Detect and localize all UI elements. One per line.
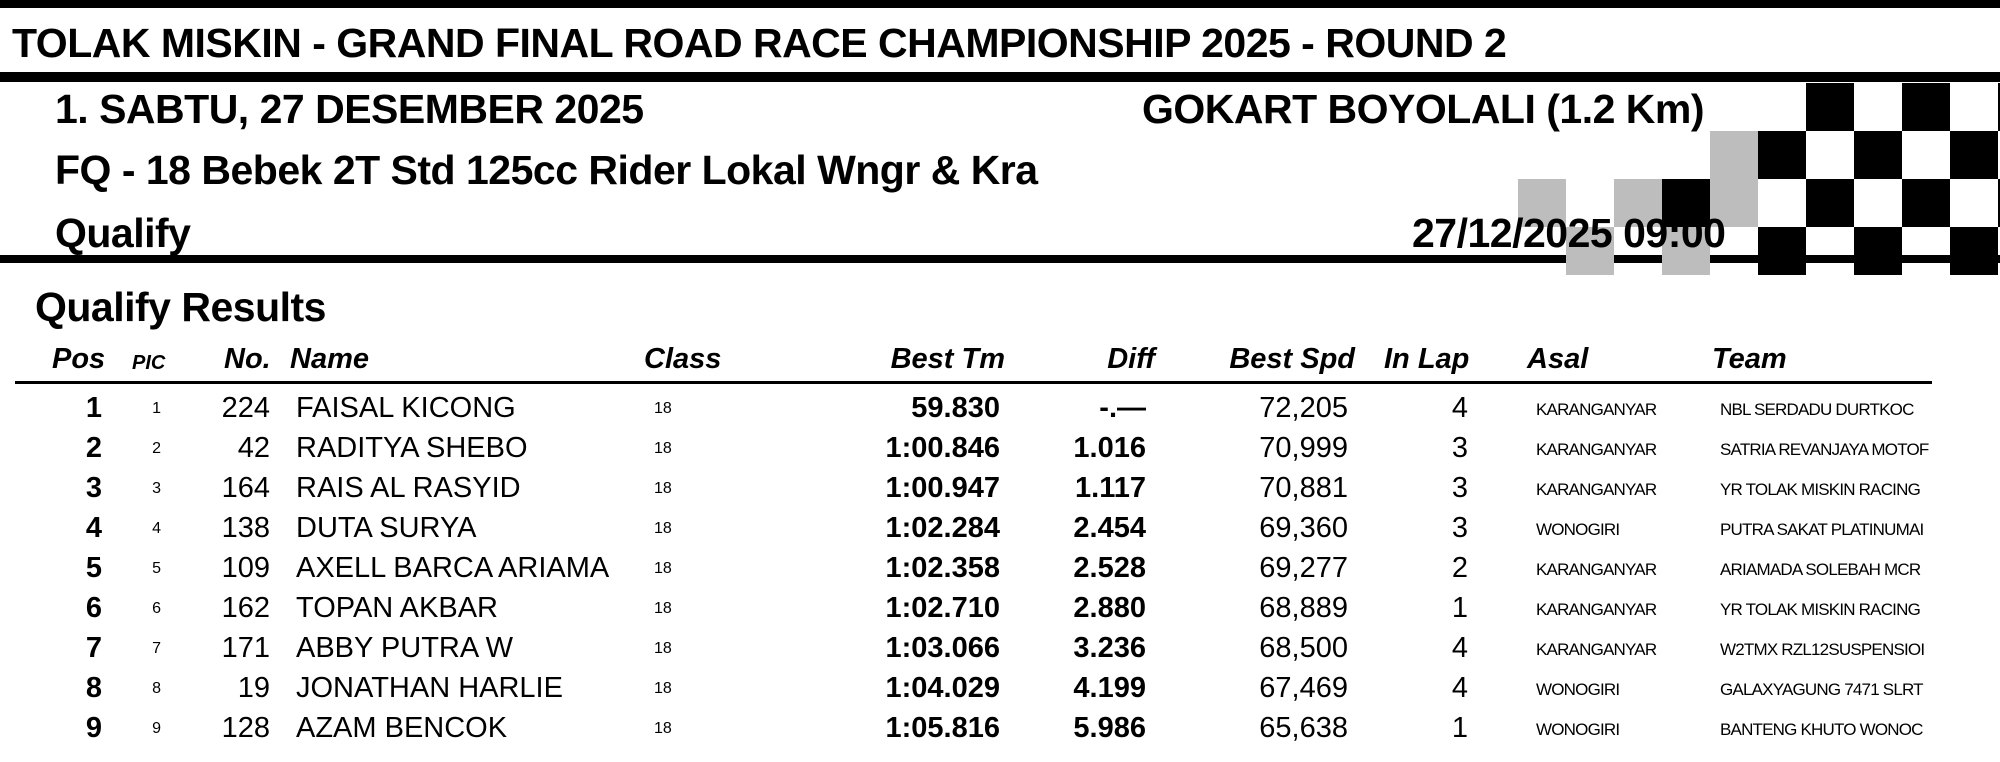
row-name: AZAM BENCOK: [296, 712, 508, 744]
flag-square: [1758, 227, 1806, 275]
row-no: 19: [237, 672, 270, 704]
row-name: RAIS AL RASYID: [296, 472, 521, 504]
date-line: 1. SABTU, 27 DESEMBER 2025: [55, 86, 644, 132]
flag-square: [1902, 179, 1950, 227]
row-pic: 6: [152, 600, 161, 617]
row-best-spd: 68,889: [1259, 592, 1348, 624]
row-pos: 4: [85, 512, 102, 544]
table-row: [0, 468, 2000, 508]
col-best-spd: Best Spd: [1229, 343, 1355, 375]
col-team: Team: [1712, 343, 1787, 375]
row-best-tm: 1:03.066: [885, 632, 1000, 664]
col-pic: PIC: [132, 352, 166, 374]
row-class: 18: [654, 720, 672, 737]
row-best-tm: 1:00.846: [885, 432, 1000, 464]
event-title: TOLAK MISKIN - GRAND FINAL ROAD RACE CHAMPIONSHIP 2025 - ROUND 2: [12, 20, 1507, 66]
row-no: 171: [221, 632, 270, 664]
row-best-spd: 68,500: [1259, 632, 1348, 664]
row-class: 18: [654, 480, 672, 497]
row-diff: 1.016: [1073, 432, 1146, 464]
row-class: 18: [654, 640, 672, 657]
results-title: Qualify Results: [35, 284, 326, 330]
flag-square: [1710, 131, 1758, 179]
row-name: JONATHAN HARLIE: [296, 672, 563, 704]
row-pos: 6: [85, 592, 102, 624]
table-row: [0, 668, 2000, 708]
session-datetime: 27/12/2025 09:00: [1412, 210, 1726, 256]
row-no: 128: [221, 712, 270, 744]
row-best-tm: 59.830: [911, 392, 1000, 424]
col-no: No.: [224, 343, 271, 375]
row-pos: 2: [85, 432, 102, 464]
row-asal: KARANGANYAR: [1536, 600, 1657, 619]
row-asal: KARANGANYAR: [1536, 480, 1657, 499]
row-best-spd: 69,277: [1259, 552, 1348, 584]
row-asal: KARANGANYAR: [1536, 560, 1657, 579]
row-class: 18: [654, 680, 672, 697]
row-best-tm: 1:04.029: [885, 672, 1000, 704]
row-in-lap: 1: [1451, 712, 1469, 744]
row-team: SATRIA REVANJAYA MOTOF: [1720, 440, 1929, 459]
row-asal: KARANGANYAR: [1536, 400, 1657, 419]
row-asal: WONOGIRI: [1536, 520, 1620, 539]
column-header-rule: [15, 381, 1932, 384]
flag-square: [1950, 227, 1998, 275]
row-diff: 2.880: [1073, 592, 1146, 624]
flag-square: [1854, 227, 1902, 275]
row-team: W2TMX RZL12SUSPENSIOI: [1720, 640, 1925, 659]
row-pic: 3: [152, 480, 161, 497]
row-name: TOPAN AKBAR: [296, 592, 498, 624]
row-pos: 7: [85, 632, 102, 664]
row-team: YR TOLAK MISKIN RACING: [1720, 600, 1920, 619]
row-in-lap: 4: [1451, 632, 1469, 664]
row-diff: 2.528: [1073, 552, 1146, 584]
row-team: BANTENG KHUTO WONOC: [1720, 720, 1923, 739]
top-rule: [0, 0, 2000, 8]
row-class: 18: [654, 560, 672, 577]
row-name: RADITYA SHEBO: [296, 432, 528, 464]
table-row: [0, 588, 2000, 628]
row-best-tm: 1:00.947: [885, 472, 1000, 504]
row-diff: 5.986: [1073, 712, 1146, 744]
row-pos: 1: [85, 392, 102, 424]
row-pic: 2: [152, 440, 161, 457]
row-pos: 5: [85, 552, 102, 584]
row-no: 162: [221, 592, 270, 624]
table-row: [0, 708, 2000, 748]
row-in-lap: 4: [1451, 672, 1469, 704]
row-best-spd: 65,638: [1259, 712, 1348, 744]
row-team: NBL SERDADU DURTKOC: [1720, 400, 1914, 419]
row-asal: WONOGIRI: [1536, 680, 1620, 699]
row-pic: 4: [152, 520, 161, 537]
row-no: 138: [221, 512, 270, 544]
row-best-spd: 72,205: [1259, 392, 1348, 424]
row-name: AXELL BARCA ARIAMA: [296, 552, 610, 584]
row-best-tm: 1:02.284: [885, 512, 1000, 544]
row-in-lap: 3: [1451, 472, 1469, 504]
table-row: [0, 548, 2000, 588]
row-class: 18: [654, 400, 672, 417]
row-team: YR TOLAK MISKIN RACING: [1720, 480, 1920, 499]
table-row: [0, 508, 2000, 548]
table-row: [0, 628, 2000, 668]
row-best-spd: 70,881: [1259, 472, 1348, 504]
row-name: ABBY PUTRA W: [296, 632, 514, 664]
row-pic: 1: [152, 400, 161, 417]
row-name: FAISAL KICONG: [296, 392, 516, 424]
row-pic: 9: [152, 720, 161, 737]
row-no: 224: [221, 392, 270, 424]
row-best-tm: 1:02.358: [885, 552, 1000, 584]
flag-square: [1902, 83, 1950, 131]
row-in-lap: 2: [1451, 552, 1469, 584]
row-diff: 1.117: [1075, 472, 1146, 504]
flag-square: [1806, 83, 1854, 131]
row-no: 109: [221, 552, 270, 584]
flag-square: [1758, 131, 1806, 179]
row-best-tm: 1:02.710: [885, 592, 1000, 624]
row-class: 18: [654, 520, 672, 537]
session-name: Qualify: [55, 210, 191, 256]
col-in-lap: In Lap: [1384, 343, 1470, 375]
venue: GOKART BOYOLALI (1.2 Km): [1142, 86, 1705, 132]
flag-square: [1950, 131, 1998, 179]
table-row: [0, 388, 2000, 428]
col-name: Name: [290, 343, 369, 375]
row-asal: WONOGIRI: [1536, 720, 1620, 739]
row-team: PUTRA SAKAT PLATINUMAI: [1720, 520, 1924, 539]
col-diff: Diff: [1107, 343, 1155, 375]
row-pic: 5: [152, 560, 161, 577]
row-in-lap: 3: [1451, 512, 1469, 544]
col-best-tm: Best Tm: [890, 343, 1005, 375]
row-best-tm: 1:05.816: [885, 712, 1000, 744]
row-team: GALAXYAGUNG 7471 SLRT: [1720, 680, 1923, 699]
row-in-lap: 4: [1451, 392, 1469, 424]
row-pic: 8: [152, 680, 161, 697]
row-class: 18: [654, 600, 672, 617]
row-best-spd: 67,469: [1259, 672, 1348, 704]
flag-square: [1806, 179, 1854, 227]
row-class: 18: [654, 440, 672, 457]
row-pos: 3: [85, 472, 102, 504]
row-best-spd: 70,999: [1259, 432, 1348, 464]
row-best-spd: 69,360: [1259, 512, 1348, 544]
row-diff: -.—: [1099, 392, 1146, 424]
row-pos: 8: [85, 672, 102, 704]
col-asal: Asal: [1527, 343, 1589, 375]
row-no: 164: [221, 472, 270, 504]
row-diff: 4.199: [1073, 672, 1146, 704]
col-class: Class: [644, 343, 722, 375]
row-team: ARIAMADA SOLEBAH MCR: [1720, 560, 1921, 579]
row-diff: 3.236: [1073, 632, 1146, 664]
row-pos: 9: [85, 712, 102, 744]
row-in-lap: 3: [1451, 432, 1469, 464]
col-pos: Pos: [52, 343, 106, 375]
row-diff: 2.454: [1073, 512, 1146, 544]
row-asal: KARANGANYAR: [1536, 440, 1657, 459]
row-in-lap: 1: [1451, 592, 1469, 624]
class-line: FQ - 18 Bebek 2T Std 125cc Rider Lokal Wngr & Kra: [55, 147, 1038, 193]
row-name: DUTA SURYA: [296, 512, 477, 544]
row-pic: 7: [152, 640, 161, 657]
row-no: 42: [237, 432, 270, 464]
table-row: [0, 428, 2000, 468]
flag-square: [1854, 131, 1902, 179]
title-rule: [0, 72, 2000, 82]
row-asal: KARANGANYAR: [1536, 640, 1657, 659]
